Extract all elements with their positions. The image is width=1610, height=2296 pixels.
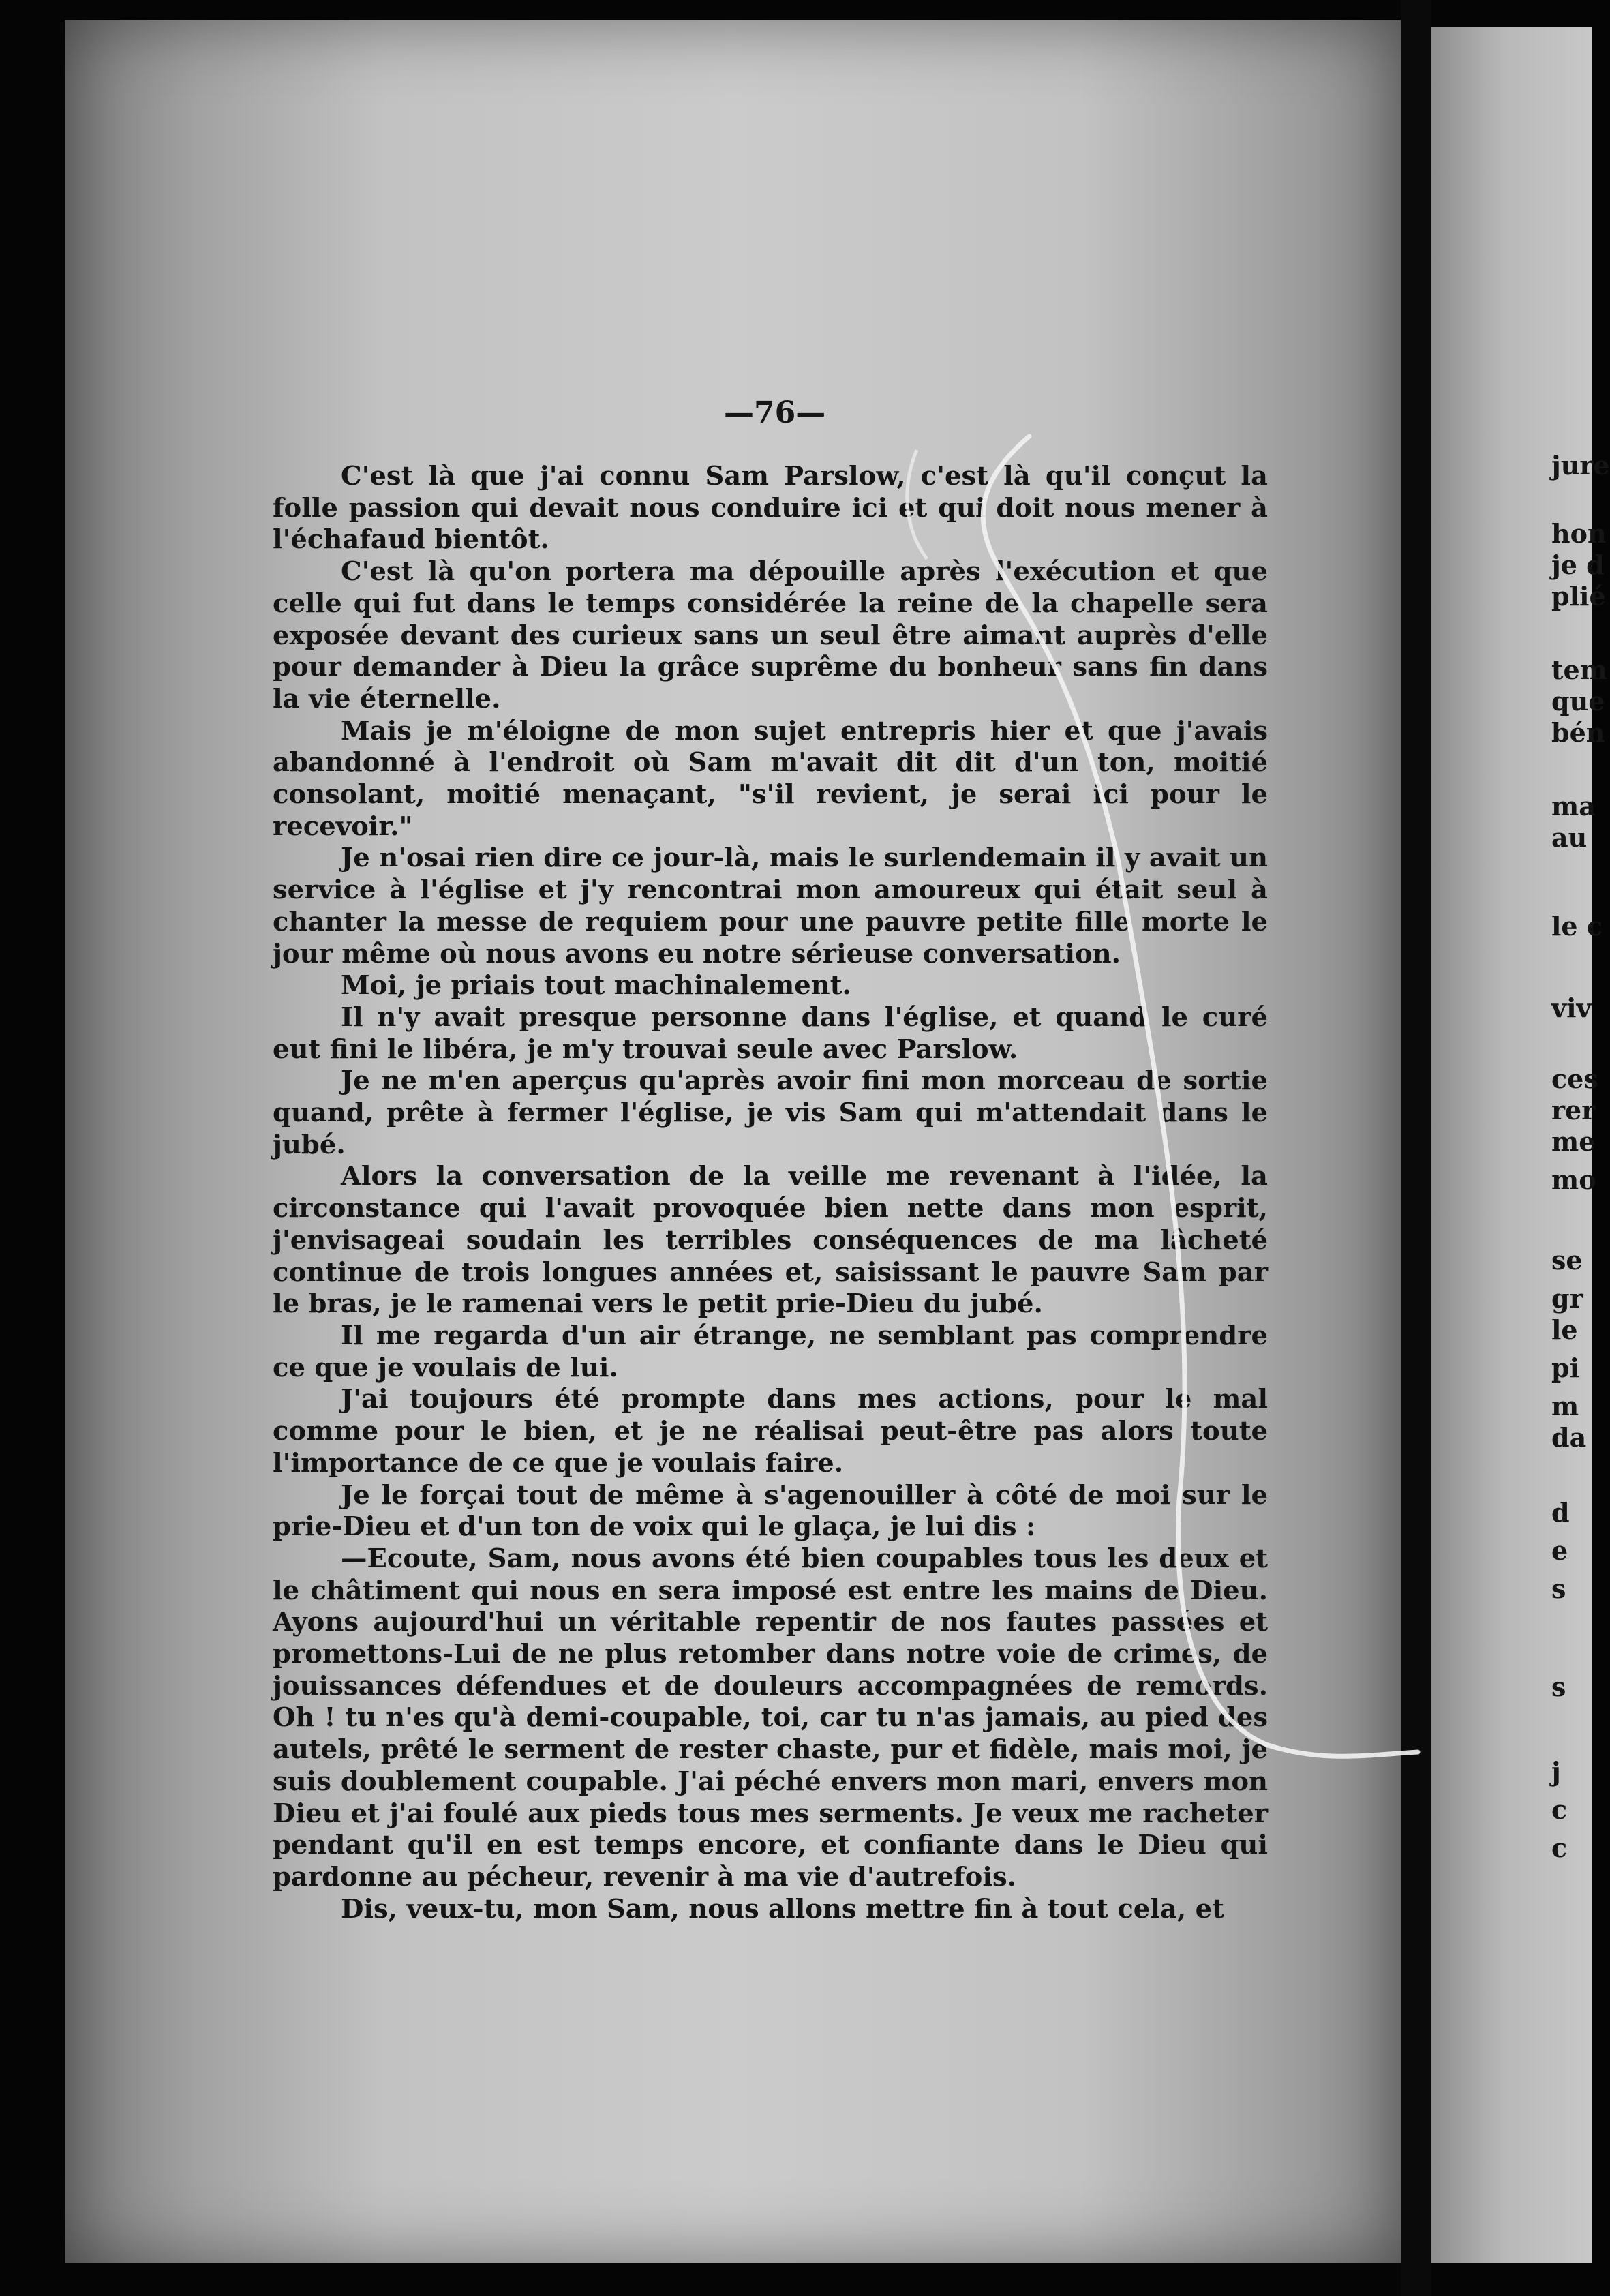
facing-fragment: s <box>1551 1573 1566 1604</box>
page-body <box>273 461 1268 1925</box>
facing-fragment: au <box>1551 822 1588 853</box>
facing-fragment: tem <box>1551 654 1607 685</box>
dialogue-paragraph: —Ecoute, Sam, nous avons été bien coupables tous les deux et le châtiment qui nous en sera imposé est entre les mains de Dieu. Ayons aujourd'hui un véritable repentir de nos fautes passées et promettons-Lui de ne plus retomber dans notre voie de crimes, de jouissances défendues et de douleurs accompagnées de remords. Oh ! tu n'es qu'à demi-coupable, toi, car tu n'as jamais, au pied des autels, prêté le serment de rester chaste, pur et fidèle, mais moi, je suis doublement coupable. J'ai péché envers mon mari, envers mon Dieu et j'ai foulé aux pieds tous mes serments. Je veux me racheter pendant qu'il en est temps encore, et confiante dans le Dieu qui pardonne au pécheur, revenir à ma vie d'autrefois. <box>273 1543 1268 1892</box>
paragraph: Il me regarda d'un air étrange, ne semblant pas comprendre ce que je voulais de lui. <box>273 1320 1268 1383</box>
facing-fragment: je d <box>1551 549 1605 580</box>
facing-fragment: c <box>1551 1832 1568 1863</box>
paragraph: C'est là que j'ai connu Sam Parslow, c'est là qu'il conçut la folle passion qui devait nous conduire ici et qui doit nous mener à l'échafaud bientôt. <box>273 461 1268 556</box>
paragraph: Alors la conversation de la veille me revenant à l'idée, la circonstance qui l'avait provoquée bien nette dans mon esprit, j'envisageai soudain les terribles conséquences de ma lâcheté continue de trois longues années et, saisissant le pauvre Sam par le bras, je le ramenai vers le petit prie-Dieu du jubé. <box>273 1161 1268 1320</box>
paragraph: J'ai toujours été prompte dans mes actions, pour le mal comme pour le bien, et je ne réalisai peut-être pas alors toute l'importance de ce que je voulais faire. <box>273 1384 1268 1479</box>
facing-fragment: da <box>1551 1422 1587 1453</box>
facing-fragment: gr <box>1551 1283 1583 1314</box>
facing-fragment: ma <box>1551 791 1596 821</box>
paragraph: Je ne m'en aperçus qu'après avoir fini mon morceau de sortie quand, prête à fermer l'église, je vis Sam qui m'attendait dans le jubé. <box>273 1066 1268 1160</box>
paragraph: Moi, je priais tout machinalement. <box>341 970 851 1001</box>
paragraph: Mais je m'éloigne de mon sujet entrepris hier et que j'avais abandonné à l'endroit où Sam m'avait dit dit d'un ton, moitié consolant, moitié menaçant, "s'il revient, je serai ici pour le recevoir." <box>273 715 1268 842</box>
facing-fragment: le <box>1551 1314 1578 1345</box>
paragraph: Je n'osai rien dire ce jour-là, mais le surlendemain il y avait un service à l'église et j'y rencontrai mon amoureux qui était seul à chanter la messe de requiem pour une pauvre petite fille morte le jour même où nous avons eu notre sérieuse conversation. <box>273 843 1268 969</box>
facing-fragment: rer <box>1551 1095 1596 1126</box>
facing-fragment: c <box>1551 1794 1568 1825</box>
page-number: —76— <box>724 395 826 430</box>
page-gutter <box>1401 0 1431 2296</box>
facing-fragment: e <box>1551 1535 1568 1566</box>
facing-fragment: viv <box>1551 993 1592 1023</box>
facing-fragment: me <box>1551 1126 1596 1157</box>
facing-fragment: se <box>1551 1245 1583 1275</box>
facing-fragment: s <box>1551 1672 1566 1702</box>
facing-fragment: plié <box>1551 581 1606 611</box>
facing-fragment: mo <box>1551 1164 1596 1195</box>
facing-fragment: ces <box>1551 1063 1598 1094</box>
paragraph: Je le forçai tout de même à s'agenouiller à côté de moi sur le prie-Dieu et d'un ton de voix qui le glaça, je lui dis : <box>273 1479 1268 1543</box>
facing-fragment: hon <box>1551 518 1607 549</box>
paragraph: Il n'y avait presque personne dans l'église, et quand le curé eut fini le libéra, je m'y trouvai seule avec Parslow. <box>273 1001 1268 1065</box>
paragraph: Dis, veux-tu, mon Sam, nous allons mettre fin à tout cela, et <box>341 1893 1224 1924</box>
facing-fragment: m <box>1551 1391 1579 1421</box>
facing-fragment: jure <box>1551 450 1610 481</box>
facing-fragment: que <box>1551 686 1605 716</box>
facing-fragment: le c <box>1551 911 1603 941</box>
facing-fragment: d <box>1551 1497 1570 1528</box>
facing-fragment: bén <box>1551 717 1605 748</box>
paragraph: C'est là qu'on portera ma dépouille après l'exécution et que celle qui fut dans le temps considérée la reine de la chapelle sera exposée devant des curieux sans un seul être aimant auprès d'elle pour demander à Dieu la grâce suprême du bonheur sans fin dans la vie éternelle. <box>273 556 1268 714</box>
facing-fragment: pi <box>1551 1353 1580 1383</box>
facing-fragment: j <box>1551 1756 1561 1787</box>
